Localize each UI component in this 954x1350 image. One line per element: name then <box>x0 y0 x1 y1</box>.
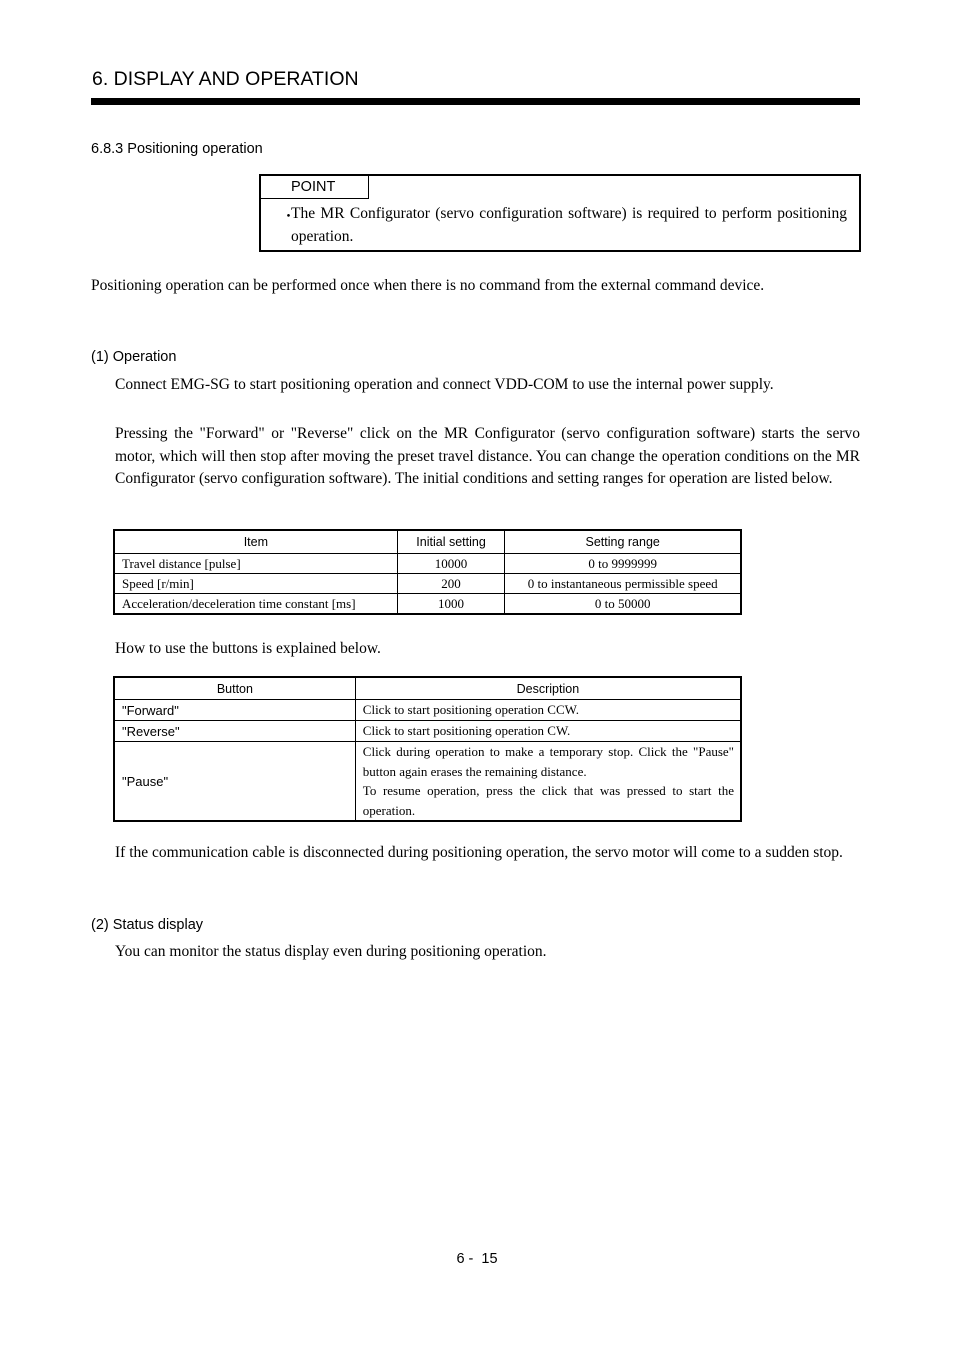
point-box <box>259 174 861 252</box>
cable-note: If the communication cable is disconnected during positioning operation, the servo motor will come to a sudden stop. <box>115 844 843 861</box>
chapter-title: 6. DISPLAY AND OPERATION <box>92 68 359 90</box>
button-description <box>355 742 741 822</box>
table-row <box>114 742 741 822</box>
header-rule <box>91 98 860 105</box>
table-row <box>114 574 741 594</box>
page-number: 6 - 15 <box>456 1251 498 1267</box>
table-header-row <box>114 530 741 554</box>
table-row <box>114 554 741 574</box>
column-header-button: Button <box>114 677 355 700</box>
table-cell-range: 0 to instantaneous permissible speed <box>505 574 741 594</box>
description-line: Click during operation to make a temporary stop. Click the "Pause" button again erases the remaining distance. <box>362 744 734 779</box>
button-description: Click to start positioning operation CCW. <box>355 700 741 721</box>
table-row <box>114 594 741 615</box>
description-line: To resume operation, press the click that was pressed to start the operation. <box>362 783 734 818</box>
intro-paragraph: Positioning operation can be performed once when there is no command from the external command device. <box>91 277 765 294</box>
buttons-table <box>113 676 742 822</box>
table-cell-item: Acceleration/deceleration time constant [ms] <box>114 594 397 615</box>
column-header-item: Item <box>114 530 397 554</box>
buttons-intro: How to use the buttons is explained below. <box>115 640 381 657</box>
operation-heading: (1) Operation <box>91 349 177 365</box>
table-cell-range: 0 to 9999999 <box>505 554 741 574</box>
button-name-pause: "Pause" <box>114 742 355 822</box>
status-heading: (2) Status display <box>91 917 204 933</box>
table-cell-initial: 1000 <box>397 594 505 615</box>
point-tab <box>261 176 369 199</box>
button-description: Click to start positioning operation CW. <box>355 721 741 742</box>
column-header-setting-range: Setting range <box>505 530 741 554</box>
table-cell-item: Travel distance [pulse] <box>114 554 397 574</box>
table-cell-initial: 200 <box>397 574 505 594</box>
column-header-initial-setting: Initial setting <box>397 530 505 554</box>
settings-table <box>113 529 742 615</box>
operation-paragraph-1: Connect EMG-SG to start positioning operation and connect VDD-COM to use the internal power supply. <box>115 376 774 393</box>
table-row <box>114 700 741 721</box>
table-row <box>114 721 741 742</box>
button-name-reverse: "Reverse" <box>114 721 355 742</box>
point-bullet: ・ <box>281 209 297 225</box>
table-header-row <box>114 677 741 700</box>
button-name-forward: "Forward" <box>114 700 355 721</box>
point-label: POINT <box>291 179 336 195</box>
section-title: 6.8.3 Positioning operation <box>91 141 263 157</box>
table-cell-initial: 10000 <box>397 554 505 574</box>
point-text: The MR Configurator (servo configuration software) is required to perform positioning operation. <box>291 205 847 245</box>
status-text: You can monitor the status display even during positioning operation. <box>115 943 547 960</box>
table-cell-item: Speed [r/min] <box>114 574 397 594</box>
column-header-description: Description <box>355 677 741 700</box>
operation-paragraph-2: Pressing the "Forward" or "Reverse" click on the MR Configurator (servo configuration software) starts the servo motor, which will then stop after moving the preset travel distance. You can change the operation conditions on the MR Configurator (servo configuration software). The initial conditions and setting ranges for operation are listed below. <box>115 425 860 487</box>
table-cell-range: 0 to 50000 <box>505 594 741 615</box>
